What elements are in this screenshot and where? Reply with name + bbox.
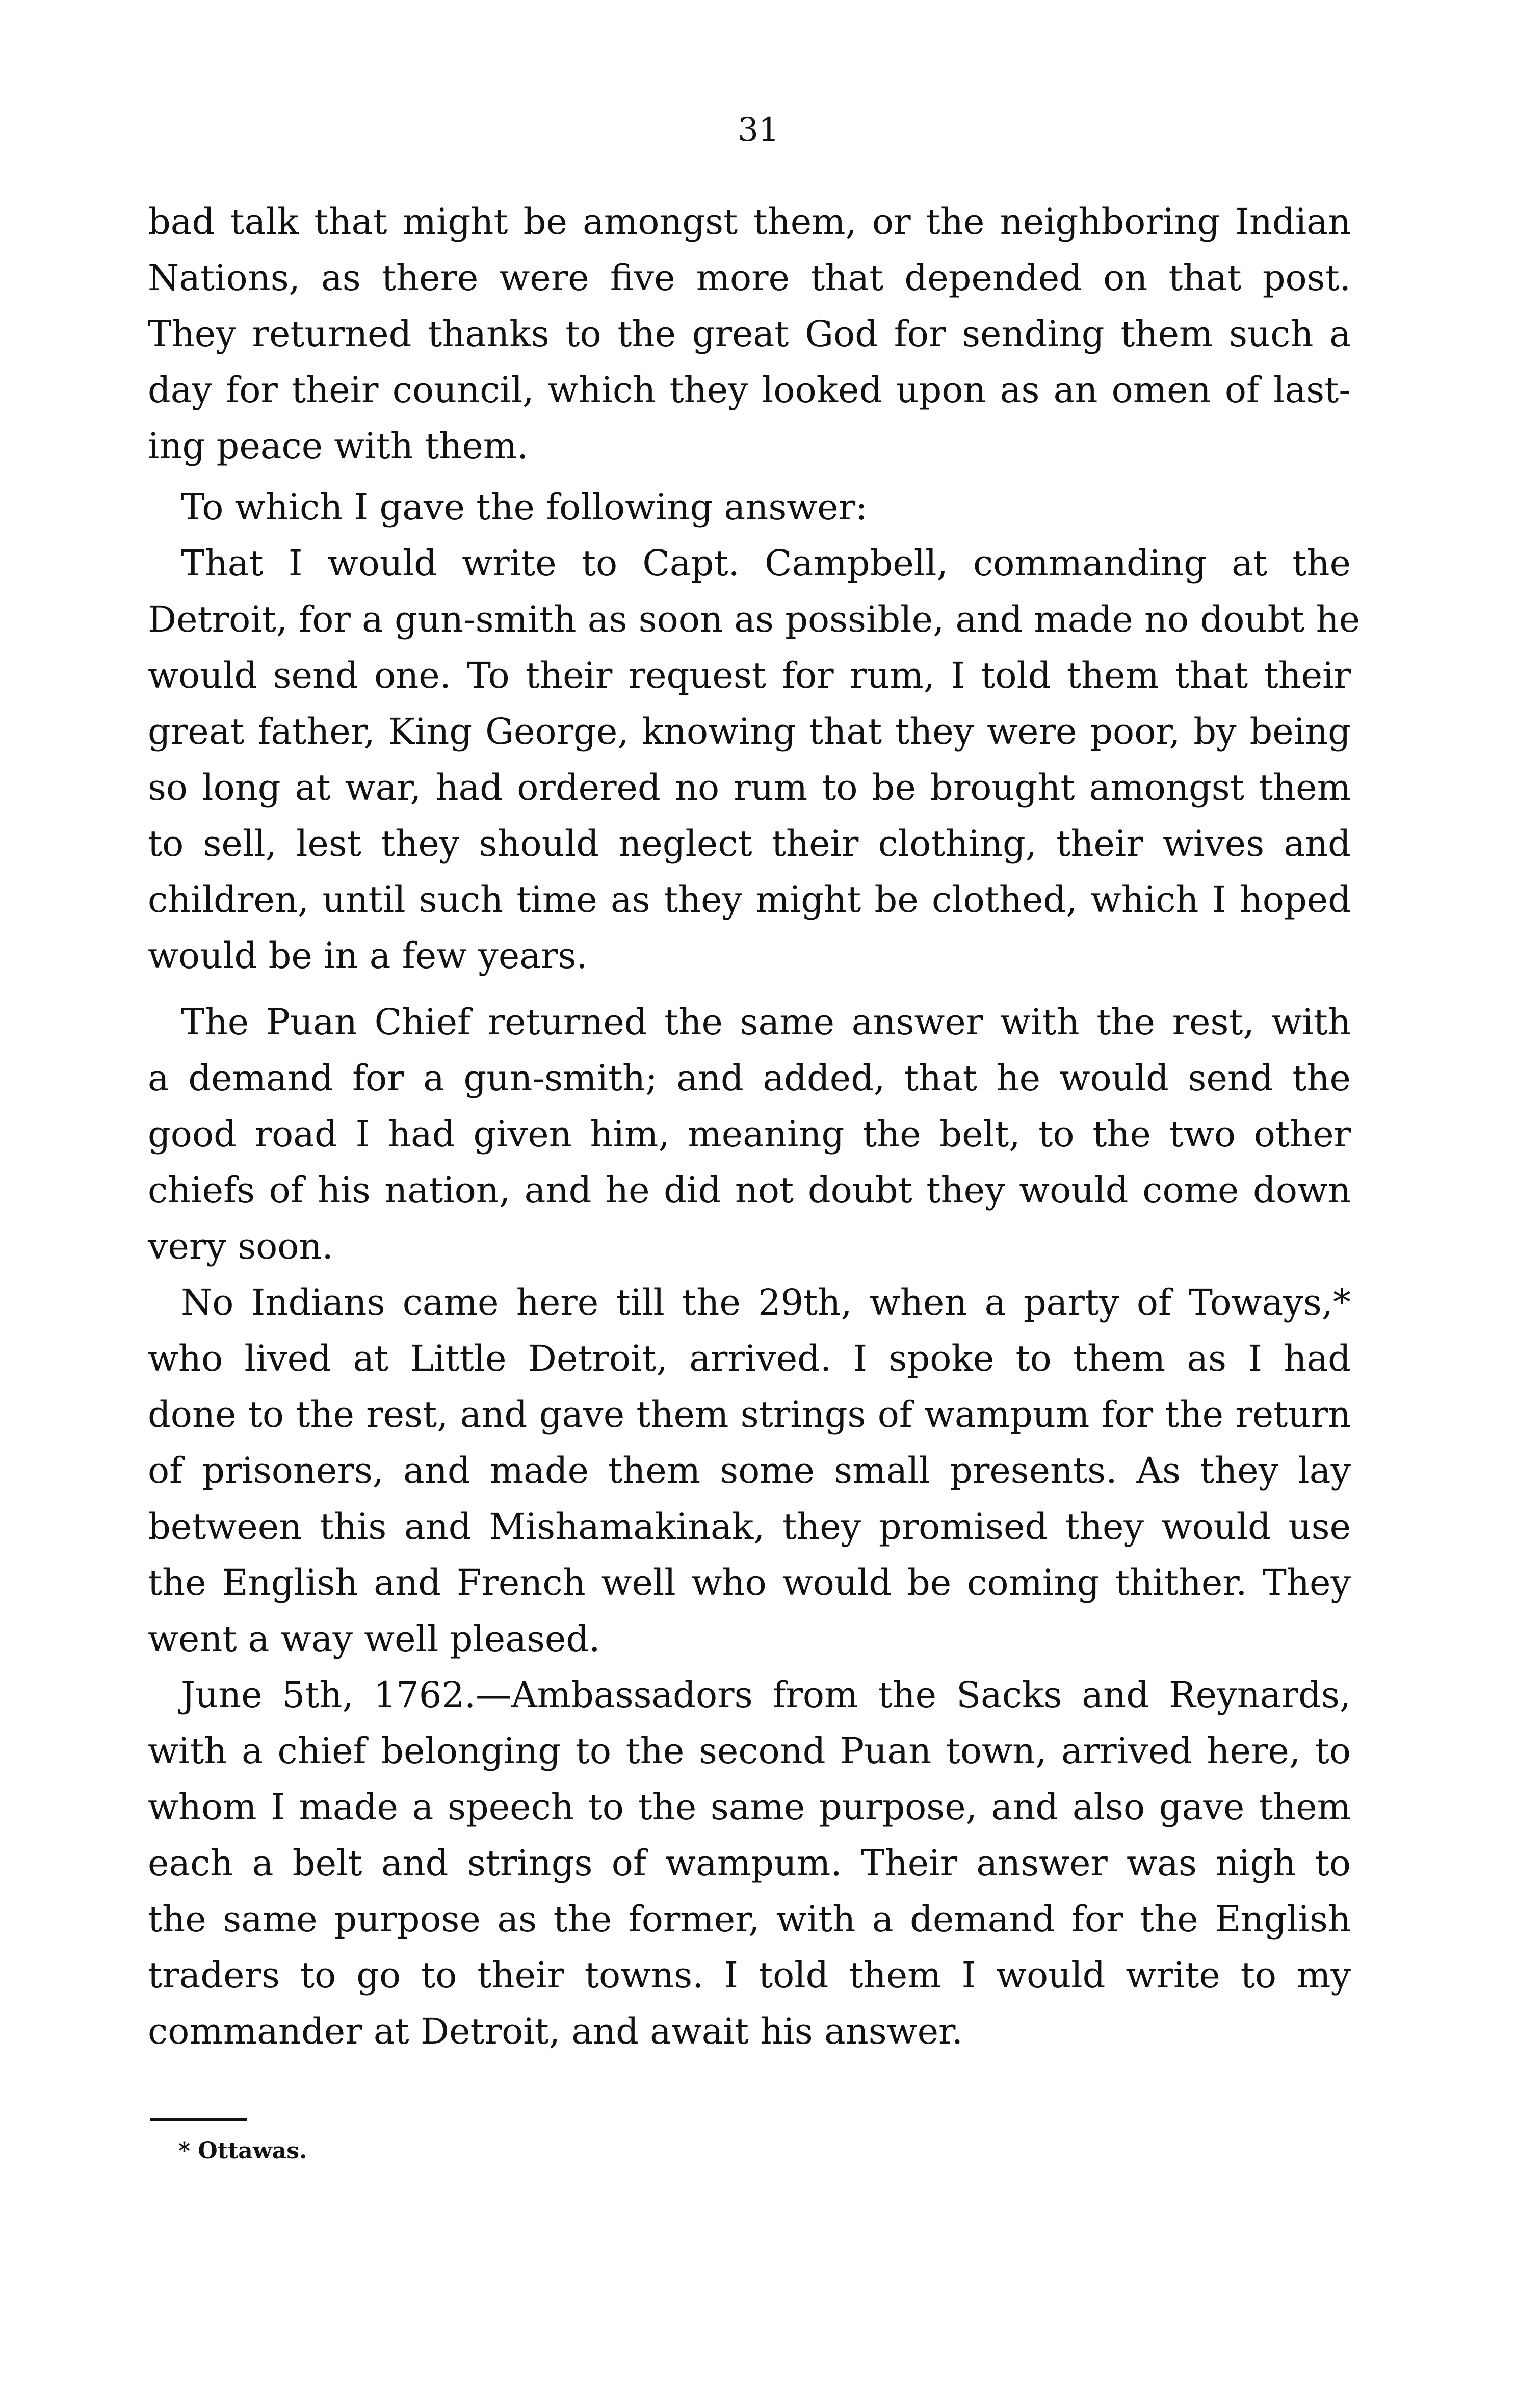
text-line: To which I gave the following answer: [181, 486, 868, 528]
text-line: chiefs of his nation, and he did not doubt they would come down [148, 1169, 1351, 1211]
text-line: June 5th, 1762.—Ambassadors from the Sacks and Reynards, [181, 1674, 1351, 1716]
text-line: ing peace with them. [148, 425, 529, 467]
text-line: the same purpose as the former, with a demand for the English [148, 1898, 1351, 1940]
text-line: would be in a few years. [148, 935, 588, 977]
text-line: the English and French well who would be coming thither. They [148, 1562, 1351, 1604]
footnote: * Ottawas. [178, 2138, 307, 2164]
text-line: so long at war, had ordered no rum to be brought amongst them [148, 767, 1351, 808]
text-line: day for their council, which they looked upon as an omen of last- [148, 369, 1351, 411]
text-line: children, until such time as they might be clothed, which I hoped [148, 879, 1351, 921]
text-line: The Puan Chief returned the same answer with the rest, with [181, 1001, 1351, 1043]
text-line: to sell, lest they should neglect their clothing, their wives and [148, 823, 1351, 865]
text-line: of prisoners, and made them some small presents. As they lay [148, 1450, 1351, 1491]
text-line: would send one. To their request for rum, I told them that their [148, 655, 1351, 696]
text-line: a demand for a gun-smith; and added, that he would send the [148, 1057, 1351, 1099]
page-number: 31 [738, 111, 779, 149]
text-line: traders to go to their towns. I told them I would write to my [148, 1954, 1351, 1996]
text-line: Detroit, for a gun-smith as soon as possible, and made no doubt he [148, 598, 1361, 640]
text-line: bad talk that might be amongst them, or the neighboring Indian [148, 201, 1351, 243]
text-line: Nations, as there were five more that depended on that post. [148, 257, 1351, 299]
text-line: great father, King George, knowing that they were poor, by being [148, 711, 1351, 752]
text-line: That I would write to Capt. Campbell, commanding at the [181, 542, 1351, 584]
text-line: commander at Detroit, and await his answer. [148, 2010, 963, 2052]
text-line: No Indians came here till the 29th, when a party of Toways,* [181, 1281, 1351, 1323]
text-line: each a belt and strings of wampum. Their answer was nigh to [148, 1842, 1351, 1884]
text-line: whom I made a speech to the same purpose, and also gave them [148, 1786, 1351, 1828]
text-line: with a chief belonging to the second Puan town, arrived here, to [148, 1730, 1351, 1772]
text-line: done to the rest, and gave them strings of wampum for the return [148, 1394, 1351, 1435]
text-line: good road I had given him, meaning the belt, to the two other [148, 1113, 1351, 1155]
text-line: very soon. [148, 1225, 333, 1267]
footnote-divider [150, 2118, 247, 2121]
text-line: between this and Mishamakinak, they promised they would use [148, 1506, 1351, 1548]
text-line: who lived at Little Detroit, arrived. I spoke to them as I had [148, 1338, 1351, 1379]
text-line: They returned thanks to the great God for sending them such a [148, 313, 1351, 355]
text-line: went a way well pleased. [148, 1618, 600, 1660]
